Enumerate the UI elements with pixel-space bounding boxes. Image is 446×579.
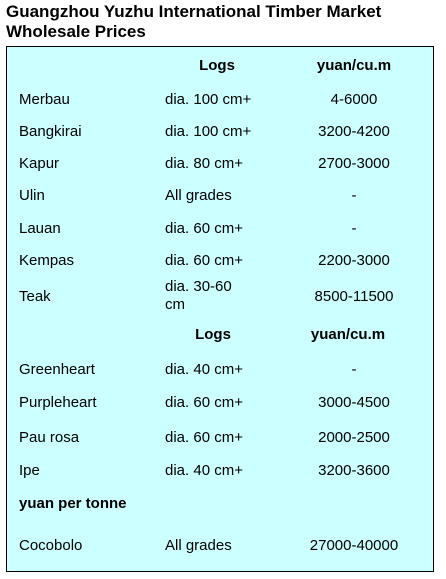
price-range: - <box>351 187 357 204</box>
table-row <box>7 278 433 318</box>
log-spec: dia. 40 cm+ <box>165 361 243 378</box>
log-spec-line-2: cm <box>165 296 185 313</box>
species-name: Ipe <box>19 462 40 479</box>
price-range: 8500-11500 <box>314 288 394 305</box>
title-line-1: Guangzhou Yuzhu International Timber Market <box>6 2 382 21</box>
log-spec: dia. 60 cm+ <box>165 429 243 446</box>
species-name: Ulin <box>19 187 45 204</box>
species-name: Greenheart <box>19 361 95 378</box>
price-range: 3200-4200 <box>318 123 390 140</box>
page-title <box>6 2 381 42</box>
log-spec: dia. 40 cm+ <box>165 462 243 479</box>
log-spec-line-1: dia. 30-60 <box>165 278 232 295</box>
unit-label: yuan per tonne <box>19 495 127 512</box>
header-logs: Logs <box>195 326 231 343</box>
price-range: 3000-4500 <box>318 394 390 411</box>
price-range: 3200-3600 <box>318 462 390 479</box>
price-range: - <box>351 220 357 237</box>
species-name: Kapur <box>19 155 60 172</box>
title-line-2: Wholesale Prices <box>6 22 146 41</box>
log-spec: dia. 100 cm+ <box>165 91 252 108</box>
log-spec: dia. 100 cm+ <box>165 123 252 140</box>
species-name: Lauan <box>19 220 61 237</box>
price-range: 4-6000 <box>330 91 378 108</box>
price-range: 2000-2500 <box>318 429 390 446</box>
species-name: Teak <box>19 288 51 305</box>
species-name: Kempas <box>19 252 75 269</box>
price-range: 2700-3000 <box>318 155 390 172</box>
price-range: - <box>351 361 357 378</box>
log-spec: dia. 60 cm+ <box>165 220 243 237</box>
log-spec: dia. 60 cm+ <box>165 394 243 411</box>
species-name: Bangkirai <box>19 123 82 140</box>
price-range: 2200-3000 <box>318 252 390 269</box>
price-range: 27000-40000 <box>309 537 399 554</box>
species-name: Cocobolo <box>19 537 83 554</box>
log-spec <box>165 278 232 314</box>
price-table <box>6 46 434 572</box>
log-spec: All grades <box>165 187 232 204</box>
log-spec: dia. 60 cm+ <box>165 252 243 269</box>
log-spec: All grades <box>165 537 232 554</box>
species-name: Purpleheart <box>19 394 97 411</box>
header-unit: yuan/cu.m <box>316 57 392 74</box>
species-name: Merbau <box>19 91 70 108</box>
header-logs: Logs <box>199 57 235 74</box>
header-unit: yuan/cu.m <box>310 326 386 343</box>
species-name: Pau rosa <box>19 429 80 446</box>
log-spec: dia. 80 cm+ <box>165 155 243 172</box>
